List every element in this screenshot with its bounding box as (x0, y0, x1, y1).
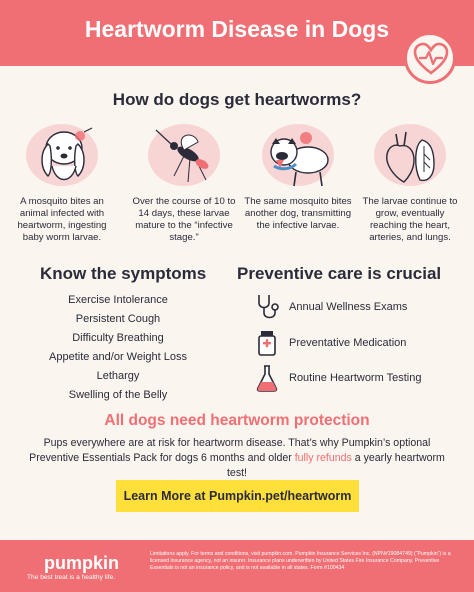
preventive-item-wellness (255, 292, 407, 322)
preventive-label: Annual Wellness Exams (289, 301, 408, 313)
step-4 (356, 124, 464, 244)
refund-highlight: fully refunds (294, 452, 352, 464)
medicine-bottle-icon (255, 329, 279, 357)
list-item: Persistent Cough (75, 313, 161, 325)
preventive-item-medication (255, 328, 406, 358)
pug-bitten-icon (244, 124, 352, 192)
preventive-label: Preventative Medication (289, 337, 407, 349)
protection-text-end: a yearly heartworm test! (226, 452, 445, 479)
how-heading: How do dogs get heartworms? (112, 90, 362, 109)
preventive-heading: Preventive care is crucial (237, 264, 442, 283)
test-flask-icon (255, 364, 279, 392)
list-item: Exercise Intolerance (68, 294, 168, 306)
stethoscope-icon (255, 293, 279, 321)
list-item: Difficulty Breathing (72, 332, 164, 344)
heart-lungs-icon (356, 124, 464, 192)
step-1-text: A mosquito bites an animal infected with heartworm, ingesting baby worm larvae. (17, 196, 107, 243)
list-item: Swelling of the Belly (68, 389, 168, 401)
learn-more-button[interactable]: Learn More at Pumpkin.pet/heartworm (116, 480, 359, 512)
step-3 (244, 124, 352, 232)
list-item: Lethargy (96, 370, 140, 382)
dog-bitten-icon (8, 124, 116, 192)
step-2-text: Over the course of 10 to 14 days, these larvae mature to the “infective stage.” (132, 196, 236, 243)
protection-paragraph (22, 436, 452, 481)
symptoms-heading: Know the symptoms (40, 264, 207, 283)
step-3-text: The same mosquito bites another dog, transmitting the infective larvae. (244, 196, 352, 231)
list-item: Appetite and/or Weight Loss (49, 351, 187, 363)
preventive-item-testing (255, 363, 421, 393)
mosquito-icon (130, 124, 238, 192)
symptoms-list (28, 293, 208, 407)
step-2 (130, 124, 238, 244)
step-4-text: The larvae continue to grow, eventually reaching the heart, arteries, and lungs. (362, 196, 458, 243)
protection-heading: All dogs need heartworm protection (104, 412, 370, 429)
preventive-label: Routine Heartworm Testing (289, 372, 422, 384)
pumpkin-logo: pumpkin (44, 553, 119, 573)
legal-disclaimer: Limitations apply. For terms and conditions, visit pumpkin.com. Pumpkin Insurance Services Inc. (NPN#19084749) (“Pumpkin”) is a licensed insurance agency, not an insurer. Insurance plans underwritten by United States Fire Insurance Company. Preventive Essentials is not an insurance policy, and is not available in all states. Form #100434 (150, 551, 451, 572)
page-title: Heartworm Disease in Dogs (84, 16, 390, 42)
tagline: The best treat is a healthy life. (27, 574, 115, 581)
step-1 (8, 124, 116, 244)
heart-pulse-icon (404, 32, 456, 84)
protection-text: Pups everywhere are at risk for heartworm disease. That’s why Pumpkin’s optional Preventive Essentials Pack for dogs 6 months and older (29, 437, 431, 464)
